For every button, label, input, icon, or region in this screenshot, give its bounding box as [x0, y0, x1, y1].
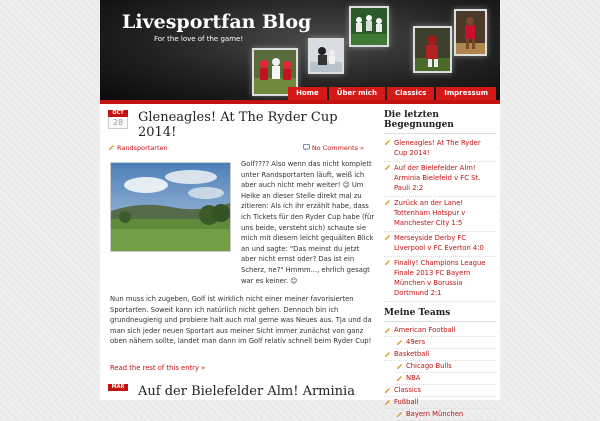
- team-label[interactable]: American Football: [394, 326, 456, 334]
- team-label[interactable]: Classics: [394, 386, 422, 394]
- recent-posts-title: Die letzten Begegnungen: [384, 110, 496, 134]
- post: [108, 384, 376, 399]
- recent-post-label[interactable]: Finally! Champions League Finale 2013 FC Bayern München v Borussia Dortmund 2:1: [394, 259, 486, 297]
- post-category[interactable]: [108, 144, 168, 152]
- recent-post-item[interactable]: [384, 162, 496, 197]
- nav-home[interactable]: Home: [288, 87, 327, 100]
- team-category-item[interactable]: [384, 397, 496, 409]
- recent-posts-list: [384, 137, 496, 302]
- main-content: [108, 110, 376, 399]
- pencil-icon: [384, 351, 391, 358]
- page-wrapper: [100, 0, 500, 418]
- ice-hockey-photo: [308, 38, 344, 74]
- pencil-icon: [108, 144, 115, 151]
- golf-course-image: [110, 162, 231, 252]
- pencil-icon: [396, 375, 403, 382]
- post-paragraph: Nun muss ich zugeben, Golf ist wirklich nicht einer meiner favorisierten Sportarten. Soweit kann ich natürlich nicht gehen. Dennoch bin ich grundneugierig und probiere halt auch mal gerne was Neues aus. Tja und da man sich jeder neuen Sportart aus meiner Sicht immer zunächst von ganz oben nähern sollte, landet man dann im Golf relativ schnell beim Ryder Cup!: [110, 295, 372, 346]
- post-comments[interactable]: [303, 144, 364, 152]
- team-category-item[interactable]: [384, 385, 496, 397]
- football-team-photo: [349, 6, 389, 47]
- team-category-item[interactable]: [384, 325, 496, 337]
- pencil-icon: [396, 339, 403, 346]
- team-category-item[interactable]: [384, 349, 496, 361]
- team-label[interactable]: Fußball: [394, 398, 419, 406]
- post-meta: [108, 142, 376, 154]
- team-label[interactable]: 49ers: [406, 338, 426, 346]
- recent-post-item[interactable]: [384, 137, 496, 162]
- sidebar: [384, 110, 496, 421]
- pencil-icon: [384, 399, 391, 406]
- team-subitem[interactable]: [396, 361, 496, 373]
- comment-icon: [303, 144, 310, 151]
- site-header: [100, 0, 500, 100]
- read-more-link[interactable]: Read the rest of this entry »: [110, 364, 206, 372]
- recent-post-label[interactable]: Zurück an der Lane! Tottenham Hotspur v Manchester City 1:5: [394, 199, 466, 227]
- nav-ueber-mich[interactable]: Über mich: [329, 87, 385, 100]
- nav-impressum[interactable]: Impressum: [436, 87, 496, 100]
- team-label[interactable]: Basketball: [394, 350, 430, 358]
- post-title[interactable]: Auf der Bielefelder Alm! Arminia: [138, 384, 355, 399]
- pencil-icon: [384, 199, 391, 206]
- recent-post-label[interactable]: Merseyside Derby FC Liverpool v FC Everton 4:0: [394, 234, 484, 252]
- pencil-icon: [396, 411, 403, 418]
- recent-post-item[interactable]: [384, 197, 496, 232]
- comments-link[interactable]: No Comments »: [311, 144, 364, 152]
- header-divider: [100, 100, 500, 104]
- american-football-photo: [413, 26, 452, 73]
- site-tagline: For the love of the game!: [154, 35, 244, 43]
- pencil-icon: [384, 139, 391, 146]
- team-label[interactable]: Bayern München: [406, 410, 464, 418]
- date-day: 28: [108, 117, 128, 129]
- team-label[interactable]: NBA: [406, 374, 421, 382]
- teams-title: Meine Teams: [384, 308, 496, 322]
- basketball-photo: [454, 9, 487, 56]
- pencil-icon: [384, 327, 391, 334]
- pencil-icon: [384, 234, 391, 241]
- recent-post-label[interactable]: Gleneagles! At The Ryder Cup 2014!: [394, 139, 481, 157]
- category-link[interactable]: Randsportarten: [117, 144, 168, 152]
- date-month: MAR: [108, 384, 128, 391]
- recent-post-label[interactable]: Auf der Bielefelder Alm! Arminia Bielefeld v FC St. Pauli 2:2: [394, 164, 481, 192]
- main-nav: [288, 87, 496, 100]
- date-badge: [108, 110, 128, 129]
- teams-list: [384, 325, 496, 421]
- team-subitem[interactable]: [396, 373, 496, 385]
- post-excerpt: Golf???? Also wenn das nicht komplett unter Randsportarten läuft, weiß ich aber auch nicht mehr weiter! 😉 Um Heike an dieser Stelle direkt mal zu zitieren: Als ich ihr erzählt habe, dass ich Tickets für den Ryder Cup habe (für uns beide, versteht sich) schaute sie mich mit diesem leicht gequälten Blick an und sagte: "Das meinst du jetzt aber nicht ernst oder? Das ist ein Scherz, ne?" Hmmm..., ehrlich gesagt war es keiner. 😉: [241, 160, 375, 285]
- team-subitem[interactable]: [396, 337, 496, 349]
- pencil-icon: [384, 259, 391, 266]
- recent-post-item[interactable]: [384, 257, 496, 302]
- date-badge: [108, 384, 128, 391]
- nav-classics[interactable]: Classics: [387, 87, 434, 100]
- date-month: OCT: [108, 110, 128, 117]
- recent-post-item[interactable]: [384, 232, 496, 257]
- pencil-icon: [384, 164, 391, 171]
- pencil-icon: [396, 363, 403, 370]
- site-title[interactable]: Livesportfan Blog: [122, 11, 312, 33]
- pencil-icon: [384, 387, 391, 394]
- post: [108, 110, 376, 399]
- post-title[interactable]: Gleneagles! At The Ryder Cup 2014!: [138, 110, 338, 140]
- team-subitem[interactable]: [396, 409, 496, 421]
- team-label[interactable]: Chicago Bulls: [406, 362, 452, 370]
